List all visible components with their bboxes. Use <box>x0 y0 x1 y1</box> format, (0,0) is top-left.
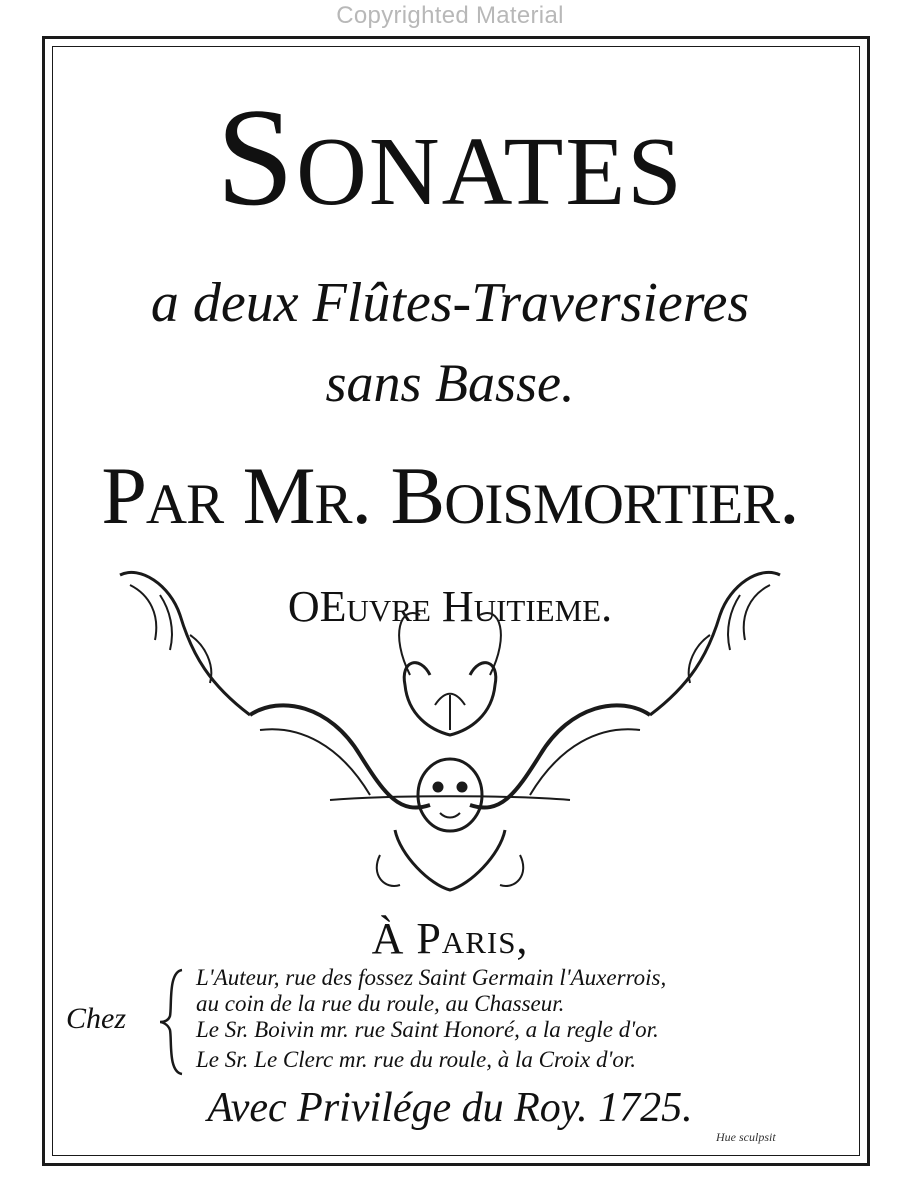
subtitle-bass: sans Basse. <box>325 353 575 413</box>
author-line: Par Mr. Boismortier. <box>101 450 799 541</box>
rococo-ornament-icon <box>100 555 800 915</box>
address-line: Le Sr. Le Clerc mr. rue du roule, à la Croix d'or. <box>196 1047 637 1072</box>
royal-privilege-line: Avec Privilége du Roy. 1725. <box>207 1085 693 1131</box>
page-title: Sonates <box>216 80 684 235</box>
address-line: Le Sr. Boivin mr. rue Saint Honoré, a la regle d'or. <box>196 1017 659 1042</box>
address-line: L'Auteur, rue des fossez Saint Germain l'Auxerrois, <box>196 965 667 990</box>
address-line: au coin de la rue du roule, au Chasseur. <box>196 991 565 1016</box>
curly-brace-icon <box>158 966 188 1078</box>
subtitle-instrumentation: a deux Flûtes-Traversieres <box>150 272 750 334</box>
opus-number: OEuvre Huitieme. <box>287 582 613 631</box>
place-of-publication: À Paris, <box>371 914 529 963</box>
watermark-text: Copyrighted Material <box>336 2 564 29</box>
publisher-label: Chez <box>66 1002 126 1035</box>
engraver-signature: Hue sculpsit <box>716 1130 776 1144</box>
